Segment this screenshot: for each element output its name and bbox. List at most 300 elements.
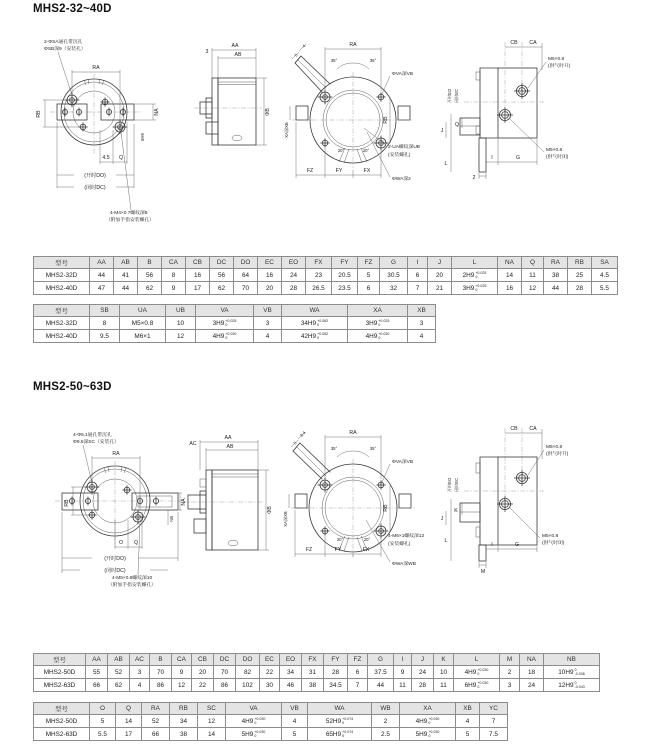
angle-35: 35° — [330, 58, 338, 63]
column-header: XB — [456, 703, 480, 715]
value-cell: 70 — [150, 666, 172, 679]
model-cell: MHS2-32D — [34, 269, 90, 282]
column-header: 型号 — [34, 703, 90, 715]
mount-hole-note: Φ9.5深SC（安装孔） — [73, 440, 119, 445]
value-cell: 11 — [434, 679, 454, 692]
value-cell: 34H9 +0.062 0 — [282, 317, 348, 330]
value-cell: 16 — [258, 269, 282, 282]
value-cell: 12H9 0 -0.043 — [544, 679, 600, 692]
value-cell: 6 — [348, 666, 368, 679]
column-header: AA — [90, 257, 114, 269]
column-header: CB — [192, 654, 214, 666]
value-cell: 20 — [428, 269, 452, 282]
label-open-EO: 开时EO — [447, 88, 452, 104]
dim-closed-DC: (闭时DC) — [84, 185, 106, 191]
thread-UA-note: 2-UA螺纹深UB — [388, 145, 420, 150]
value-cell: 25 — [568, 269, 592, 282]
column-header: DO — [234, 257, 258, 269]
value-cell: 5 — [282, 728, 308, 741]
dim-Q: Q — [118, 155, 124, 161]
dim-4p5: 4.5 — [102, 155, 110, 161]
angle-35: 35° — [369, 446, 377, 451]
dim-RB: RB — [383, 116, 389, 124]
section-view-2 — [441, 426, 569, 575]
value-cell: 44 — [544, 282, 568, 295]
value-cell: 22 — [192, 679, 214, 692]
dim-CB: CB — [510, 426, 518, 432]
t1-table — [33, 256, 618, 295]
value-cell: 30 — [260, 679, 280, 692]
dim-FZ: FZ — [305, 547, 313, 553]
value-cell: 52 — [108, 666, 130, 679]
value-cell: 28 — [282, 282, 306, 295]
value-cell: 12 — [522, 282, 544, 295]
port-close-note: M5×0.8 — [546, 148, 563, 153]
column-header: EC — [260, 654, 280, 666]
value-cell: 14 — [116, 715, 142, 728]
column-header: EO — [282, 257, 306, 269]
dim-G: G — [515, 155, 521, 161]
value-cell: 3H9 +0.025 0 — [196, 317, 254, 330]
column-header: AB — [108, 654, 130, 666]
value-cell: 2.5 — [372, 728, 400, 741]
value-cell: 22 — [260, 666, 280, 679]
value-cell: 20 — [192, 666, 214, 679]
dim-J: J — [440, 128, 444, 134]
dim-3: 3 — [205, 49, 209, 55]
dim-RB: RB — [36, 110, 42, 118]
thread-note: 4-M6×1螺纹深12 — [388, 534, 425, 539]
value-cell: 11 — [394, 679, 412, 692]
value-cell: 23 — [306, 269, 332, 282]
column-header: VB — [254, 305, 282, 317]
value-cell: 8 — [162, 269, 186, 282]
value-cell: 3H9 +0.025 0 — [348, 317, 408, 330]
value-cell: 9.5 — [90, 330, 120, 343]
value-cell: M5×0.8 — [120, 317, 166, 330]
section1-title: MHS2-32~40D — [33, 3, 112, 15]
column-header: AB — [114, 257, 138, 269]
column-header: WA — [282, 305, 348, 317]
value-cell: 30.5 — [380, 269, 408, 282]
front-view-1 — [36, 38, 160, 223]
dim-arm: 8.4 — [299, 430, 307, 438]
table-row — [34, 317, 436, 330]
value-cell: 5.5 — [90, 728, 116, 741]
column-header: RB — [568, 257, 592, 269]
hole-WA-note: ΦWA深WB — [392, 562, 416, 567]
finger-thread-note: （附加手指安装螺孔） — [106, 218, 154, 223]
dim-FX: FX — [363, 168, 371, 174]
column-header: O — [90, 703, 116, 715]
t2-table — [33, 304, 436, 343]
label-open-EO: 开时EO — [447, 477, 452, 493]
angle-20: 20° — [363, 537, 371, 542]
dim-CA: CA — [529, 426, 537, 432]
value-cell: 4H9 +0.030 0 — [196, 330, 254, 343]
port-open-note: M5×0.8 — [546, 445, 563, 450]
dim-AB: AB — [226, 444, 234, 450]
dim-phiB: ΦB — [267, 506, 273, 514]
value-cell: 6H9 +0.030 0 — [454, 679, 500, 692]
dim-open-DO: (开时DO) — [104, 556, 126, 562]
dim-FZ: FZ — [306, 168, 314, 174]
angle-35: 35° — [369, 58, 377, 63]
column-header: NB — [544, 654, 600, 666]
dim-FY: FY — [334, 547, 342, 553]
air-port-open — [515, 471, 530, 486]
table-row — [34, 282, 618, 295]
value-cell: 38 — [544, 269, 568, 282]
column-header: FX — [302, 654, 324, 666]
value-cell: 6 — [358, 282, 380, 295]
model-cell: MHS2-40D — [34, 330, 90, 343]
column-header: B — [150, 654, 172, 666]
dim-Q: Q — [133, 540, 139, 546]
value-cell: 7 — [348, 679, 368, 692]
column-header: DC — [214, 654, 236, 666]
dim-L: L — [444, 161, 448, 167]
column-header: RA — [544, 257, 568, 269]
column-header: NA — [498, 257, 522, 269]
value-cell: 21 — [428, 282, 452, 295]
value-cell: 5 — [456, 728, 480, 741]
value-cell: 4 — [254, 330, 282, 343]
column-header: RA — [142, 703, 170, 715]
value-cell: 5H9 +0.030 0 — [226, 728, 282, 741]
column-header: FY — [324, 654, 348, 666]
column-header: SA — [592, 257, 618, 269]
column-header: 型号 — [34, 654, 86, 666]
table-row — [34, 330, 436, 343]
counterbore-hole — [65, 93, 79, 107]
value-cell: 62 — [108, 679, 130, 692]
thread-UA-note: (安装螺孔) — [388, 153, 411, 158]
dim-FY: FY — [335, 168, 343, 174]
hole-WA-note: ΦWA深2 — [392, 177, 411, 182]
back-view-2 — [282, 430, 424, 567]
value-cell: 7 — [480, 715, 508, 728]
column-header: EO — [280, 654, 302, 666]
value-cell: 4 — [282, 715, 308, 728]
value-cell: 37.5 — [368, 666, 394, 679]
column-header: AC — [130, 654, 150, 666]
value-cell: 4 — [456, 715, 480, 728]
column-header: WA — [308, 703, 372, 715]
value-cell: M6×1 — [120, 330, 166, 343]
value-cell: 10 — [166, 317, 196, 330]
value-cell: 5 — [358, 269, 380, 282]
value-cell: 12 — [166, 330, 196, 343]
dim-FX: FX — [362, 547, 370, 553]
column-header: UA — [120, 305, 166, 317]
dim-RA: RA — [92, 65, 100, 71]
counterbore-hole — [113, 120, 127, 134]
value-cell: 12 — [172, 679, 192, 692]
column-header: CA — [162, 257, 186, 269]
value-cell: 2 — [372, 715, 400, 728]
value-cell: 44 — [90, 269, 114, 282]
t4-table — [33, 702, 508, 741]
value-cell: 10 — [434, 666, 454, 679]
dim-Q: Q — [454, 122, 460, 128]
dim-RB: RB — [64, 499, 70, 507]
column-header: J — [428, 257, 452, 269]
value-cell: 42H9 +0.062 0 — [282, 330, 348, 343]
value-cell: 4H9 +0.030 0 — [400, 715, 456, 728]
column-header: I — [408, 257, 428, 269]
column-header: I — [394, 654, 412, 666]
dim-arm: 5 — [292, 440, 298, 446]
column-header: NA — [520, 654, 544, 666]
angle-20: 20° — [337, 148, 345, 153]
value-cell: 70 — [214, 666, 236, 679]
value-cell: 3 — [408, 317, 436, 330]
value-cell: 2 — [500, 666, 520, 679]
label-closed-EC: 闭时EC — [454, 88, 459, 104]
dim-RB: RB — [383, 504, 389, 512]
value-cell: 52 — [142, 715, 170, 728]
value-cell: 64 — [234, 269, 258, 282]
dim-G: G — [514, 542, 520, 548]
value-cell: 4H9 +0.030 0 — [226, 715, 282, 728]
dim-RA: RA — [112, 451, 120, 457]
column-header: VA — [226, 703, 282, 715]
value-cell: 9 — [394, 666, 412, 679]
value-cell: 28 — [412, 679, 434, 692]
column-header: XB — [408, 305, 436, 317]
column-header: M — [500, 654, 520, 666]
port-close-note: (供气时闭) — [546, 155, 569, 160]
column-header: B — [138, 257, 162, 269]
model-cell: MHS2-50D — [34, 666, 86, 679]
back-view-1 — [283, 42, 420, 182]
value-cell: 5H9 +0.030 0 — [400, 728, 456, 741]
drawing-set-2 — [0, 415, 651, 640]
value-cell: 6 — [408, 269, 428, 282]
dim-RA: RA — [349, 42, 357, 48]
value-cell: 2H9 +0.025 0 — [452, 269, 498, 282]
section2-title: MHS2-50~63D — [33, 381, 112, 393]
angle-20: 20° — [362, 148, 370, 153]
thread-note: (安装螺孔) — [388, 542, 411, 547]
column-header: FY — [332, 257, 358, 269]
value-cell: 102 — [236, 679, 260, 692]
dim-phiB: ΦB — [265, 108, 271, 116]
value-cell: 38 — [302, 679, 324, 692]
value-cell: 4 — [130, 679, 150, 692]
value-cell: 52H9 +0.074 0 — [308, 715, 372, 728]
air-port-close — [498, 497, 513, 512]
column-header: SB — [90, 305, 120, 317]
table-row — [34, 666, 600, 679]
model-cell: MHS2-32D — [34, 317, 90, 330]
value-cell: 56 — [210, 269, 234, 282]
value-cell: 26.5 — [306, 282, 332, 295]
hole-VA-note: ΦVA深VB — [392, 460, 414, 465]
value-cell: 10H9 0 -0.036 — [544, 666, 600, 679]
port-close-note: M5×0.8 — [542, 534, 559, 539]
value-cell: 9 — [162, 282, 186, 295]
dim-L: L — [444, 538, 448, 544]
dim-K: K — [454, 508, 458, 514]
column-header: Q — [116, 703, 142, 715]
dim-AA: AA — [231, 43, 239, 49]
dim-NA: NA — [181, 498, 187, 506]
hole-VA-note: ΦVA深VB — [392, 72, 414, 77]
dim-AB: AB — [234, 52, 242, 58]
column-header: SC — [198, 703, 226, 715]
value-cell: 4H9 +0.030 0 — [348, 330, 408, 343]
side-view-1 — [194, 43, 271, 145]
port-close-note: (供气时闭) — [542, 541, 565, 546]
side-view-2 — [182, 435, 273, 550]
dim-O: O — [118, 540, 124, 546]
value-cell: 46 — [280, 679, 302, 692]
value-cell: 3H9 +0.025 0 — [452, 282, 498, 295]
dim-open-DO: (开时DO) — [84, 173, 106, 179]
model-cell: MHS2-50D — [34, 715, 90, 728]
dim-closed-DC: (闭时DC) — [104, 568, 126, 574]
dim-I: I — [491, 542, 493, 548]
dim-NB: NB — [169, 516, 174, 522]
column-header: WB — [372, 703, 400, 715]
value-cell: 47 — [90, 282, 114, 295]
value-cell: 24 — [520, 679, 544, 692]
dim-AC: AC — [189, 441, 197, 447]
label-closed-EC: 闭时EC — [454, 477, 459, 493]
value-cell: 14 — [198, 728, 226, 741]
value-cell: 11 — [522, 269, 544, 282]
table3-container — [33, 653, 600, 692]
value-cell: 38 — [170, 728, 198, 741]
value-cell: 44 — [368, 679, 394, 692]
port-open-note: (供气时开) — [548, 64, 571, 69]
value-cell: 17 — [186, 282, 210, 295]
column-header: CB — [186, 257, 210, 269]
dim-arm: 4 — [301, 43, 307, 49]
model-cell: MHS2-63D — [34, 728, 90, 741]
dim-XA-XB: XA深XB — [283, 511, 288, 527]
value-cell: 34 — [280, 666, 302, 679]
value-cell: 32 — [380, 282, 408, 295]
value-cell: 28 — [324, 666, 348, 679]
value-cell: 66 — [142, 728, 170, 741]
table-row — [34, 728, 508, 741]
model-cell: MHS2-40D — [34, 282, 90, 295]
column-header: L — [452, 257, 498, 269]
port-open-note: (供气时开) — [546, 452, 569, 457]
section-view-1 — [441, 40, 571, 181]
column-header: YC — [480, 703, 508, 715]
drawing-set-1 — [0, 18, 651, 240]
column-header: XA — [348, 305, 408, 317]
value-cell: 56 — [138, 269, 162, 282]
brand-mark — [232, 135, 242, 141]
value-cell: 70 — [234, 282, 258, 295]
dim-XA-XB: XA深XB — [284, 122, 289, 138]
air-port-open — [515, 84, 530, 99]
column-header: RB — [170, 703, 198, 715]
column-header: J — [412, 654, 434, 666]
value-cell: 14 — [498, 269, 522, 282]
value-cell: 20 — [258, 282, 282, 295]
value-cell: 44 — [114, 282, 138, 295]
dim-I: I — [491, 155, 493, 161]
dim-J: J — [440, 516, 444, 522]
value-cell: 86 — [150, 679, 172, 692]
value-cell: 3 — [254, 317, 282, 330]
value-cell: 18 — [520, 666, 544, 679]
value-cell: 66 — [86, 679, 108, 692]
value-cell: 24 — [412, 666, 434, 679]
table4-container — [33, 702, 508, 741]
dim-CA: CA — [529, 40, 537, 46]
finger-thread-note: 4-M5×0.8螺纹深10 — [112, 576, 153, 581]
mount-hole-note: 2-ΦSA通孔带沉孔 — [44, 40, 83, 45]
value-cell: 16 — [498, 282, 522, 295]
value-cell: 4H9 +0.030 0 — [454, 666, 500, 679]
port-open-note: M5×0.8 — [548, 57, 565, 62]
table1-container — [33, 256, 618, 295]
value-cell: 62 — [138, 282, 162, 295]
value-cell: 62 — [210, 282, 234, 295]
dim-M: M — [480, 569, 486, 575]
value-cell: 5.5 — [592, 282, 618, 295]
dim-NA: NA — [154, 108, 160, 116]
column-header: G — [368, 654, 394, 666]
model-cell: MHS2-63D — [34, 679, 86, 692]
finger-thread-note: （附加手指安装螺孔） — [108, 583, 156, 588]
mount-hole-note: ΦSB深9（安装孔） — [44, 47, 86, 52]
mount-hole-note: 4-Φ5.1通孔带沉孔 — [73, 433, 112, 438]
value-cell: 28 — [568, 282, 592, 295]
value-cell: 23.5 — [332, 282, 358, 295]
angle-20: 20° — [336, 537, 344, 542]
value-cell: 7 — [408, 282, 428, 295]
column-header: Q — [522, 257, 544, 269]
value-cell: 3 — [500, 679, 520, 692]
value-cell: 17 — [116, 728, 142, 741]
column-header: EC — [258, 257, 282, 269]
column-header: UB — [166, 305, 196, 317]
column-header: AA — [86, 654, 108, 666]
counterbore-hole — [85, 480, 99, 494]
value-cell: 65H9 +0.074 0 — [308, 728, 372, 741]
dim-AA: AA — [224, 435, 232, 441]
value-cell: 4 — [408, 330, 436, 343]
column-header: K — [434, 654, 454, 666]
dim-RA: RA — [349, 430, 357, 436]
column-header: DO — [236, 654, 260, 666]
value-cell: 34.5 — [324, 679, 348, 692]
value-cell: 12 — [198, 715, 226, 728]
angle-35: 35° — [330, 446, 338, 451]
dim-slot: 8H9 — [140, 133, 145, 141]
column-header: FZ — [348, 654, 368, 666]
column-header: 型号 — [34, 305, 90, 317]
column-header: VA — [196, 305, 254, 317]
value-cell: 7.5 — [480, 728, 508, 741]
column-header: L — [454, 654, 500, 666]
column-header: FZ — [358, 257, 380, 269]
dim-2: 2 — [472, 175, 476, 181]
column-header: XA — [400, 703, 456, 715]
t3-table — [33, 653, 600, 692]
column-header: CA — [172, 654, 192, 666]
column-header: VB — [282, 703, 308, 715]
value-cell: 5 — [90, 715, 116, 728]
